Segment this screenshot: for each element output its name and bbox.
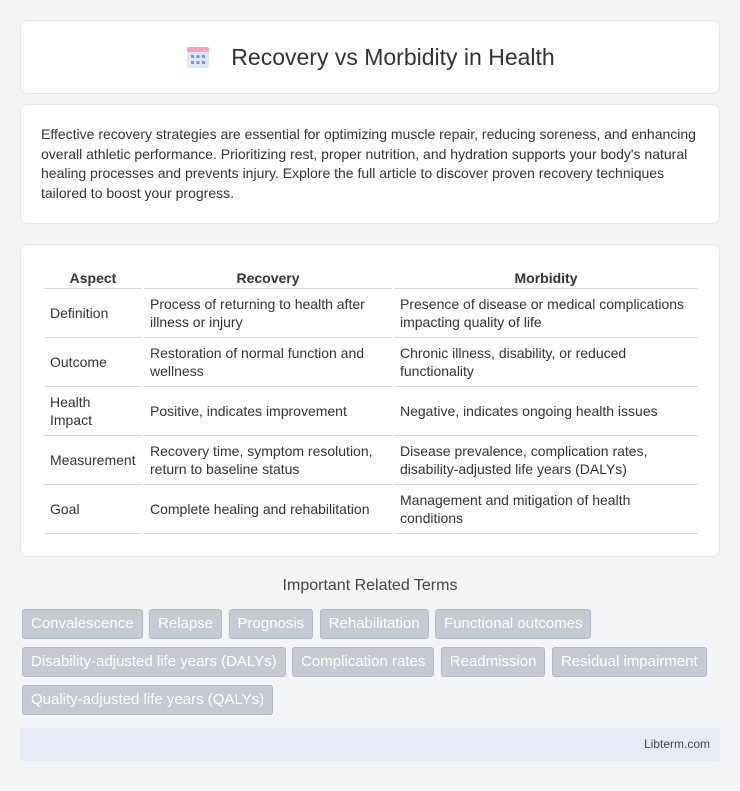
calendar-grid-icon [185, 44, 211, 70]
table-cell-morbidity: Chronic illness, disability, or reduced functionality [394, 338, 698, 387]
table-cell-aspect: Health Impact [44, 387, 142, 436]
table-header-row [44, 263, 698, 289]
table-cell-morbidity: Negative, indicates ongoing health issues [394, 387, 698, 436]
tag-rehabilitation[interactable]: Rehabilitation [320, 609, 429, 639]
header-card [20, 20, 720, 94]
table-cell-morbidity: Presence of disease or medical complications impacting quality of life [394, 289, 698, 338]
related-terms-tags [22, 609, 712, 723]
tag-qalys[interactable]: Quality-adjusted life years (QALYs) [22, 685, 273, 715]
table-cell-recovery: Restoration of normal function and wellness [144, 338, 392, 387]
table-cell-recovery: Recovery time, symptom resolution, return to baseline status [144, 436, 392, 485]
page-title: Recovery vs Morbidity in Health [231, 43, 555, 70]
table-cell-recovery: Process of returning to health after illness or injury [144, 289, 392, 338]
table-row [44, 485, 698, 534]
tag-functional-outcomes[interactable]: Functional outcomes [435, 609, 591, 639]
table-row [44, 289, 698, 338]
column-header-aspect: Aspect [44, 263, 142, 289]
column-header-morbidity: Morbidity [394, 263, 698, 289]
table-cell-aspect: Goal [44, 485, 142, 534]
footer [20, 728, 720, 761]
tag-convalescence[interactable]: Convalescence [22, 609, 143, 639]
tag-dalys[interactable]: Disability-adjusted life years (DALYs) [22, 647, 286, 677]
table-cell-morbidity: Management and mitigation of health conditions [394, 485, 698, 534]
tag-residual-impairment[interactable]: Residual impairment [552, 647, 707, 677]
related-terms-title: Important Related Terms [282, 577, 458, 594]
table-cell-recovery: Complete healing and rehabilitation [144, 485, 392, 534]
tag-complication-rates[interactable]: Complication rates [292, 647, 434, 677]
comparison-table-card [20, 244, 720, 557]
tag-readmission[interactable]: Readmission [441, 647, 546, 677]
table-cell-morbidity: Disease prevalence, complication rates, disability-adjusted life years (DALYs) [394, 436, 698, 485]
table-row [44, 338, 698, 387]
table-cell-recovery: Positive, indicates improvement [144, 387, 392, 436]
table-row [44, 387, 698, 436]
footer-site-link[interactable]: Libterm.com [643, 737, 710, 751]
table-cell-aspect: Outcome [44, 338, 142, 387]
intro-card [20, 104, 720, 224]
table-cell-aspect: Measurement [44, 436, 142, 485]
table-cell-aspect: Definition [44, 289, 142, 338]
table-row [44, 436, 698, 485]
tag-prognosis[interactable]: Prognosis [229, 609, 314, 639]
comparison-table [42, 263, 700, 534]
intro-text: Effective recovery strategies are essential for optimizing muscle repair, reducing soreness, and enhancing overall athletic performance. Prioritizing rest, proper nutrition, and hydration supports your body's natural healing processes and prevents injury. Explore the full article to discover proven recovery techniques tailored to boost your progress. [41, 126, 696, 201]
column-header-recovery: Recovery [144, 263, 392, 289]
tag-relapse[interactable]: Relapse [149, 609, 222, 639]
